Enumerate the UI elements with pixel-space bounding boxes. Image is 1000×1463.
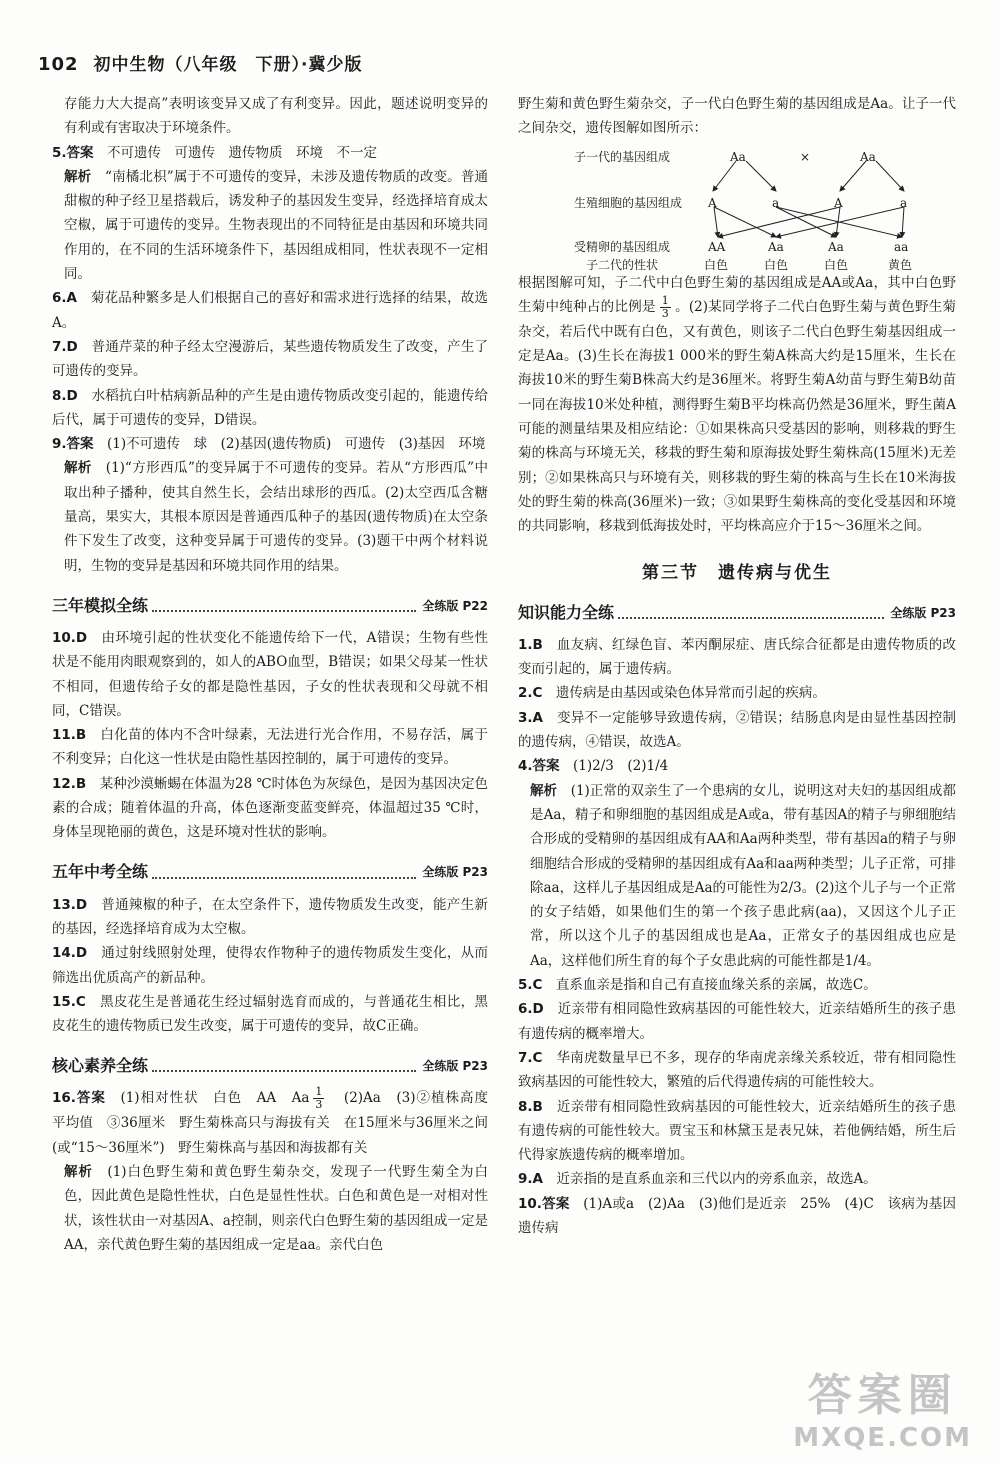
section-heading-5yr <box>52 857 488 885</box>
q15-text: 黑皮花生是普通花生经过辐射选育而成的，与普通花生相比，黑皮花生的遗传物质已发生改变，属于可遗传的变异，故C正确。 <box>52 993 488 1035</box>
dotted-leader <box>152 877 416 879</box>
row-label-zygotes: 受精卵的基因组成 <box>574 239 671 254</box>
q16-explanation-text: (1)白色野生菊和黄色野生菊杂交，发现子一代野生菊全为白色，因此黄色是隐性性状，白色是显性性状。白色和黄色是一对相对性状，该性状由一对基因A、a控制，则亲代白色野生菊的基因组成一定是AA，亲代黄色野生菊的基因组成一定是aa。亲代白色 <box>64 1163 489 1253</box>
q13-number: 13.D <box>52 896 88 913</box>
section-title: 三年模拟全练 <box>52 595 149 615</box>
section-page-ref: 全练版 P22 <box>422 598 488 613</box>
q16-explanation-label: 解析 <box>64 1163 93 1180</box>
q6-text: 菊花品种繁多是人们根据自己的喜好和需求进行选择的结果，故选A。 <box>52 290 488 331</box>
explanation-text-a: 根据图解可知，子二代中白色野生菊的基因组成是AA或Aa，其中白色野生菊中纯种占的比例是 <box>518 274 956 315</box>
q14-number: 14.D <box>52 945 88 962</box>
q16-number: 16.答案 <box>52 1090 106 1107</box>
r8-number: 8.B <box>518 1098 543 1115</box>
r1 <box>518 633 956 682</box>
trait: 白色 <box>764 257 789 272</box>
gamete: a <box>900 195 908 210</box>
diagram-explanation <box>518 271 956 539</box>
r7 <box>518 1046 956 1095</box>
q7-text: 普通芹菜的种子经太空漫游后，某些遗传物质发生了改变，产生了可遗传的变异。 <box>52 338 488 380</box>
r9-text: 近亲指的是直系血亲和三代以内的旁系血亲，故选A。 <box>542 1171 877 1188</box>
q16-answer-text-b: (2)Aa (3)②植株高度 平均值 ③36厘米 野生菊株高只与海拔有关 在15厘米与36厘米之间(或“15～36厘米”) 野生菊株高与基因和海拔都有关 <box>52 1090 502 1156</box>
gamete: A <box>834 195 843 210</box>
r4-number: 4.答案 <box>518 758 560 775</box>
r5 <box>518 973 956 997</box>
page-header <box>38 50 362 75</box>
watermark-url: MXQE.COM <box>793 1423 972 1453</box>
r6-text: 近亲带有相同隐性致病基因的可能性较大，近亲结婚所生的孩子患有遗传病的概率增大。 <box>518 1001 956 1042</box>
q8-number: 8.D <box>52 387 78 404</box>
r4-explanation-text: (1)正常的双亲生了一个患病的女儿，说明这对夫妇的基因组成都是Aa，精子和卵细胞的基因组成是A或a，带有基因A的精子与卵细胞结合形成的受精卵的基因组成有AA和Aa两种类型，带有基因a的精子与卵细胞结合形成的受精卵的基因组成有Aa和aa两种类型；儿子正常，可排除aa，这样儿子基因组成是Aa的可能性为2/3。(2)这个儿子与一个正常的女子结婚，如果他们生的第一个孩子患此病(aa)，又因这个儿子正常，所以这个儿子的基因组成也是Aa，正常女子的基因组成也应是Aa，这样他们所生育的每个子女患此病的可能性都是1/4。 <box>530 782 956 969</box>
fraction-denominator: 3 <box>315 1098 323 1112</box>
trait: 黄色 <box>888 257 913 272</box>
watermark-logo-text: 答案圈 <box>807 1370 958 1421</box>
right-column <box>518 92 956 1240</box>
explanation-text-b: 。(2)某同学将子二代白色野生菊与黄色野生菊杂交，若后代中既有白色，又有黄色，则该子二代白色野生菊基因组成一定是Aa。(3)生长在海拔1 000米的野生菊A株高大约是15厘米，生长在海拔10米的野生菊B株高大约是36厘米。将野生菊A幼苗与野生菊B幼苗一同在海拔10米处种植，测得野生菊B平均株高仍然是36厘米，野生菌A可能的测量结果及相应结论：①如果株高只受基因的影响，则移栽的野生菊的株高与环境无关，移栽的野生菊和原海拔处野生菊株高(15厘米)无差别；②如果株高只与环境有关，则移栽的野生菊的株高与生长在10米海拔处的野生菊的株高(36厘米)一致；③如果野生菊株高的变化受基因和环境的共同影响，移栽到低海拔处时，平均株高应介于15～36厘米之间。 <box>518 298 957 535</box>
r2 <box>518 681 956 705</box>
q16-answer-text-a: (1)相对性状 白色 AA Aa <box>105 1090 310 1107</box>
genetic-cross-diagram <box>518 141 956 271</box>
section-heading-core <box>52 1050 488 1078</box>
r7-number: 7.C <box>518 1049 543 1066</box>
r2-text: 遗传病是由基因或染色体异常而引起的疾病。 <box>542 685 826 702</box>
zygote: AA <box>708 239 726 254</box>
r10-answer <box>518 1192 956 1241</box>
q16-explanation <box>52 1160 488 1257</box>
q8-text: 水稻抗白叶枯病新品种的产生是由遗传物质改变引起的，能遗传给后代，属于可遗传的变异，D错误。 <box>52 387 488 428</box>
site-watermark <box>793 1359 972 1453</box>
q16-fraction <box>313 1086 324 1111</box>
purebred-fraction <box>660 295 671 320</box>
r10-number: 10.答案 <box>518 1195 570 1212</box>
q12-number: 12.B <box>52 775 87 792</box>
parent-2-genotype: Aa <box>860 149 876 164</box>
r4-answer-text: (1)2/3 (2)1/4 <box>559 758 669 775</box>
q11 <box>52 723 488 772</box>
q9-explanation <box>52 456 488 577</box>
fraction-numerator: 1 <box>315 1085 323 1099</box>
q5-explanation-text: “南橘北枳”属于不可遗传的变异，未涉及遗传物质的改变。普通甜椒的种子经卫星搭载后，诱发种子的基因发生变异，经选择培育成太空椒，属于可遗传的变异。生物表现出的不同特征是由基因和环境共同作用的，在不同的生活环境条件下，基因组成相同，性状表现不一定相同。 <box>64 168 489 283</box>
r3-text: 变异不一定能够导致遗传病，②错误；结肠息肉是由显性基因控制的遗传病，④错误，故选A。 <box>518 709 956 751</box>
r7-text: 华南虎数量早已不多，现存的华南虎亲缘关系较近，带有相同隐性致病基因的可能性较大，繁殖的后代得遗传病的可能性较大。 <box>518 1049 956 1091</box>
section-title: 知识能力全练 <box>518 602 615 622</box>
q12-text: 某种沙漠蜥蜴在体温为28 ℃时体色为灰绿色，是因为基因决定色素的合成；随着体温的升高，体色逐渐变蓝变鲜亮，体温超过35 ℃时，身体呈现艳丽的黄色，这是环境对性状的影响。 <box>52 775 488 841</box>
q9-answer <box>52 432 488 456</box>
section-heading-3yr <box>52 590 488 618</box>
q9-number: 9.答案 <box>52 436 94 453</box>
r2-number: 2.C <box>518 685 543 702</box>
row-label-gametes: 生殖细胞的基因组成 <box>574 195 683 210</box>
q5-explanation <box>52 165 488 286</box>
dotted-leader <box>152 610 416 612</box>
row-label-f2-trait: 子二代的性状 <box>586 257 659 272</box>
r4-answer <box>518 754 956 778</box>
q11-number: 11.B <box>52 727 87 744</box>
r9 <box>518 1167 956 1191</box>
gamete: A <box>708 195 717 210</box>
q9-explanation-text: (1)“方形西瓜”的变异属于不可遗传的变异。若从“方形西瓜”中取出种子播种，使其自然生长，会结出球形的西瓜。(2)太空西瓜含糖量高，果实大，其根本原因是普通西瓜种子的基因(遗传物质)在太空条件下发生了改变，这种变异属于可遗传的变异。(3)题干中两个材料说明，生物的变异是基因和环境共同作用的结果。 <box>64 460 489 574</box>
chapter-title: 第三节 遗传病与优生 <box>642 562 832 583</box>
gamete: a <box>772 195 780 210</box>
section-heading-knowledge <box>518 597 956 625</box>
cross-symbol: × <box>800 149 811 164</box>
q8 <box>52 384 488 433</box>
r5-text: 直系血亲是指和自己有直接血缘关系的亲属，故选C。 <box>542 977 877 994</box>
r5-number: 5.C <box>518 977 543 994</box>
q14-text: 通过射线照射处理，使得农作物种子的遗传物质发生变化，从而筛选出优质高产的新品种。 <box>52 945 488 986</box>
q10-text: 由环境引起的性状变化不能遗传给下一代，A错误；生物有些性状是不能用肉眼观察到的，如人的ABO血型，B错误；如果父母某一性状不相同，但遗传给子女的都是隐性基因，子女的性状表现和父母就不相同，C错误。 <box>52 629 488 719</box>
r4-explanation-label: 解析 <box>530 782 558 799</box>
r9-number: 9.A <box>518 1171 543 1188</box>
q12 <box>52 772 488 845</box>
q15 <box>52 990 488 1039</box>
q10-number: 10.D <box>52 629 88 646</box>
q11-text: 白化苗的体内不含叶绿素，无法进行光合作用，不易存活，属于不利变异；白化这一性状是由隐性基因控制的，属于可遗传的变异。 <box>52 727 488 768</box>
section-title: 五年中考全练 <box>52 862 149 882</box>
continuation-text: 野生菊和黄色野生菊杂交，子一代白色野生菊的基因组成是Aa。让子一代之间杂交，遗传图解如图所示： <box>518 96 956 137</box>
section-page-ref: 全练版 P23 <box>890 605 956 620</box>
page-number: 102 <box>38 54 79 75</box>
book-title: 初中生物（八年级 下册）·冀少版 <box>93 55 363 75</box>
trait: 白色 <box>824 257 849 272</box>
r3 <box>518 706 956 755</box>
q7-number: 7.D <box>52 338 78 355</box>
r10-answer-text: (1)A或a (2)Aa (3)他们是近亲 25% (4)C 该病为基因遗传病 <box>518 1195 957 1236</box>
zygote: Aa <box>768 239 784 254</box>
q16-answer <box>52 1085 502 1160</box>
q5-number: 5.答案 <box>52 144 94 161</box>
r6 <box>518 997 956 1046</box>
left-column <box>52 92 502 1257</box>
q5-answer-text: 不可遗传 可遗传 遗传物质 环境 不一定 <box>93 144 378 161</box>
section-title: 核心素养全练 <box>52 1056 149 1076</box>
row-label-f1: 子一代的基因组成 <box>574 149 671 164</box>
q15-number: 15.C <box>52 993 86 1010</box>
q13-text: 普通辣椒的种子，在太空条件下，遗传物质发生改变，能产生新的基因，经选择培育成为太空椒。 <box>52 896 488 937</box>
q9-answer-text: (1)不可遗传 球 (2)基因(遗传物质) 可遗传 (3)基因 环境 <box>93 436 486 453</box>
q9-explanation-label: 解析 <box>64 460 92 477</box>
fraction-denominator: 3 <box>661 306 669 320</box>
parent-1-genotype: Aa <box>730 149 746 164</box>
q5-answer <box>52 141 488 165</box>
r1-text: 血友病、红绿色盲、苯丙酮尿症、唐氏综合征都是由遗传物质的改变而引起的，属于遗传病。 <box>518 636 956 678</box>
r4-explanation <box>518 779 956 973</box>
r8-text: 近亲带有相同隐性致病基因的可能性较大，近亲结婚所生的孩子患有遗传病的可能性较大。贾宝玉和林黛玉是表兄妹，若他俩结婚，所生后代得家族遗传病的概率增加。 <box>518 1098 956 1164</box>
section-page-ref: 全练版 P23 <box>422 865 488 880</box>
intro-text: 存能力大大提高”表明该变异又成了有利变异。因此，题述说明变异的有利或有害取决于环境条件。 <box>64 96 488 137</box>
q6-number: 6.A <box>52 290 77 307</box>
dotted-leader <box>152 1070 416 1072</box>
q6 <box>52 286 488 335</box>
trait: 白色 <box>704 257 729 272</box>
zygote: aa <box>894 239 909 254</box>
r1-number: 1.B <box>518 636 543 653</box>
q7 <box>52 335 488 384</box>
q13 <box>52 893 488 942</box>
fraction-numerator: 1 <box>661 293 669 307</box>
dotted-leader <box>618 617 884 619</box>
zygote: Aa <box>828 239 844 254</box>
r6-number: 6.D <box>518 1001 544 1018</box>
q5-explanation-label: 解析 <box>64 168 92 185</box>
section-page-ref: 全练版 P23 <box>422 1059 488 1074</box>
r8 <box>518 1095 956 1168</box>
r3-number: 3.A <box>518 709 543 726</box>
q10 <box>52 626 488 723</box>
q14 <box>52 941 488 990</box>
